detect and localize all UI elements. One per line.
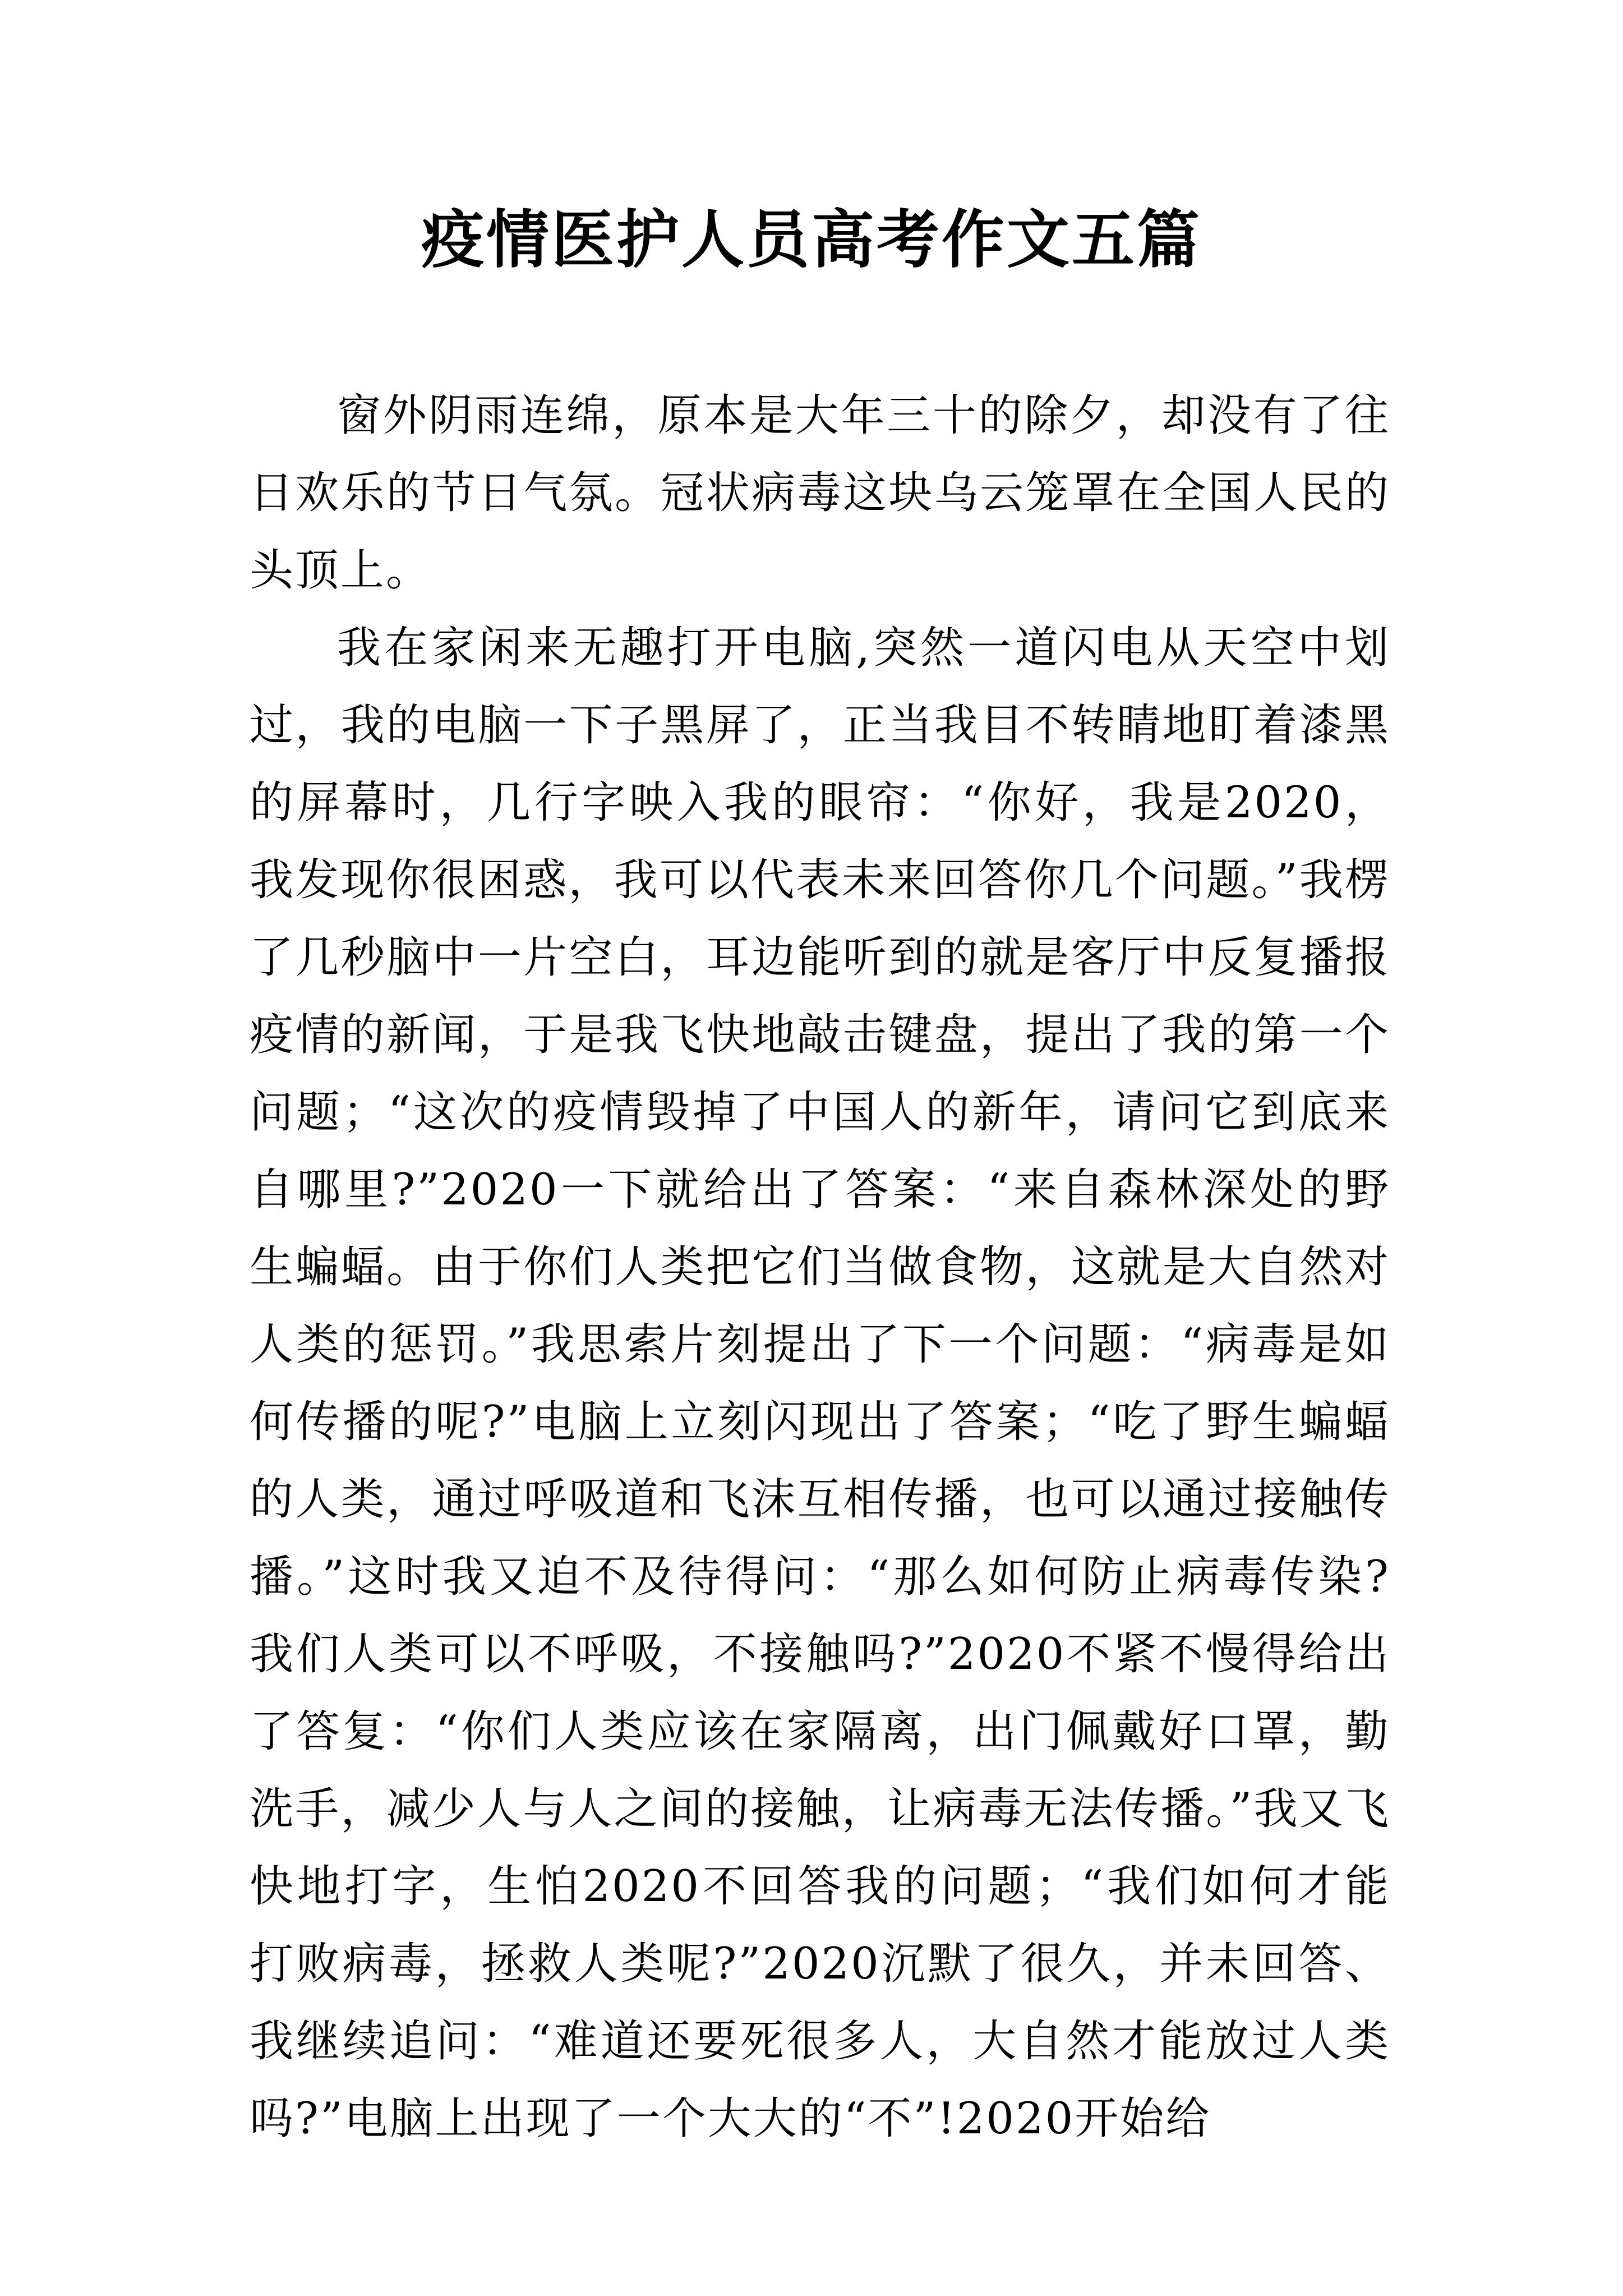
- page-title: 疫情医护人员高考作文五篇: [421, 203, 1202, 277]
- paragraph-1: 窗外阴雨连绵，原本是大年三十的除夕，却没有了往日欢乐的节日气氛。冠状病毒这块乌云笼罩在全国人民的头顶上。: [250, 390, 1390, 596]
- body-text: [250, 377, 1390, 2157]
- paragraph-2: 我在家闲来无趣打开电脑,突然一道闪电从天空中划过，我的电脑一下子黑屏了，正当我目不转睛地盯着漆黑的屏幕时，几行字映入我的眼帘：“你好，我是2020，我发现你很困惑，我可以代表未来回答你几个问题。”我楞了几秒脑中一片空白，耳边能听到的就是客厅中反复播报疫情的新闻，于是我飞快地敲击键盘，提出了我的第一个问题；“这次的疫情毁掉了中国人的新年，请问它到底来自哪里?”2020一下就给出了答案：“来自森林深处的野生蝙蝠。由于你们人类把它们当做食物，这就是大自然对人类的惩罚。”我思索片刻提出了下一个问题：“病毒是如何传播的呢?”电脑上立刻闪现出了答案；“吃了野生蝙蝠的人类，通过呼吸道和飞沫互相传播，也可以通过接触传播。”这时我又迫不及待得问：“那么如何防止病毒传染?我们人类可以不呼吸，不接触吗?”2020不紧不慢得给出了答复：“你们人类应该在家隔离，出门佩戴好口罩，勤洗手，减少人与人之间的接触，让病毒无法传播。”我又飞快地打字，生怕2020不回答我的问题；“我们如何才能打败病毒，拯救人类呢?”2020沉默了很久，并未回答、我继续追问：“难道还要死很多人，大自然才能放过人类吗?”电脑上出现了一个大大的“不”!2020开始给: [250, 623, 1390, 2144]
